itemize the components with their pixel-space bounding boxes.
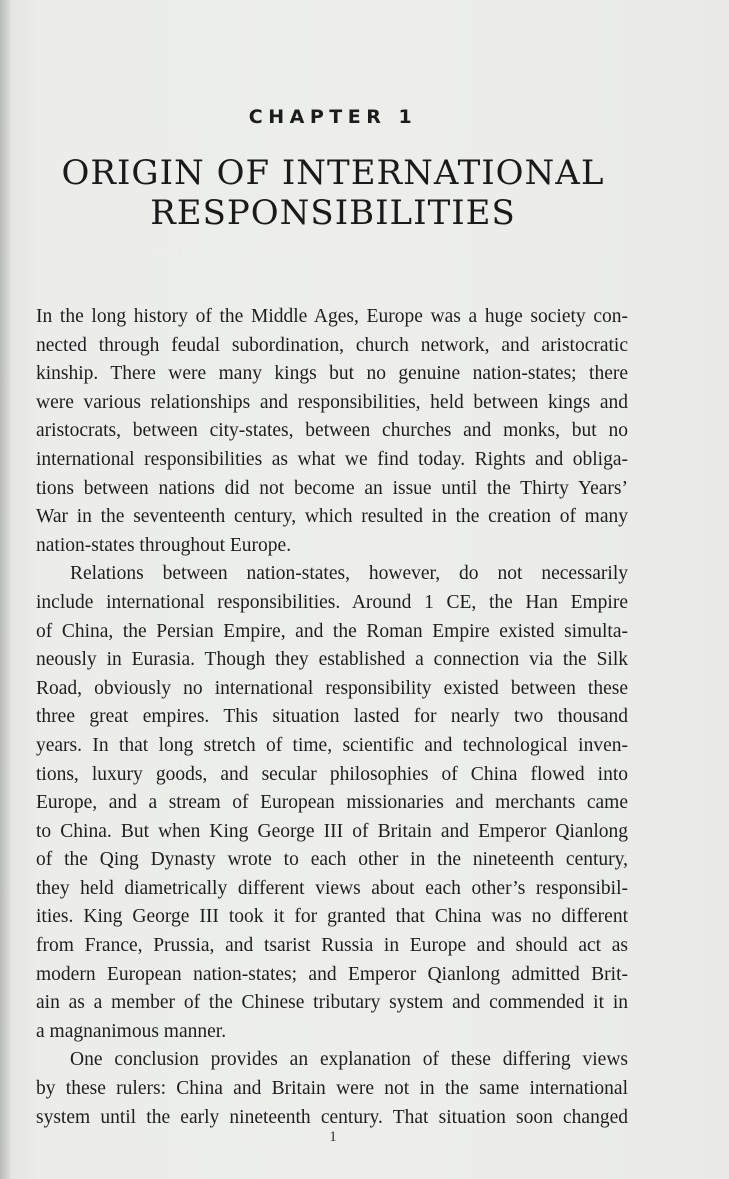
text-line: ain as a member of the Chinese tributary system and commended it in xyxy=(36,992,628,1014)
paragraph xyxy=(36,560,628,1046)
chapter-title xyxy=(0,153,666,233)
text-line: tions between nations did not become an issue until the Thirty Years’ xyxy=(36,477,628,499)
text-line: nected through feudal subordination, church network, and aristocratic xyxy=(36,334,628,356)
text-line: nation-states throughout Europe. xyxy=(36,534,292,556)
text-line: three great empires. This situation lasted for nearly two thousand xyxy=(36,706,628,728)
text-line: modern European nation-states; and Emperor Qianlong admitted Brit- xyxy=(36,963,628,985)
text-line: years. In that long stretch of time, scientific and technological inven- xyxy=(36,734,628,756)
text-line: War in the seventeenth century, which resulted in the creation of many xyxy=(36,506,628,528)
text-line: aristocrats, between city-states, between churches and monks, but no xyxy=(36,420,628,442)
text-line: In the long history of the Middle Ages, Europe was a huge society con- xyxy=(36,306,628,327)
text-line: Road, obviously no international responsibility existed between these xyxy=(36,677,628,699)
text-line: a magnanimous manner. xyxy=(36,1020,227,1042)
text-line: tions, luxury goods, and secular philosophies of China flowed into xyxy=(36,763,628,785)
text-line: system until the early nineteenth century. That situation soon changed xyxy=(36,1106,628,1128)
text-line: of the Qing Dynasty wrote to each other in the nineteenth century, xyxy=(36,849,628,871)
body-text xyxy=(36,303,628,1132)
text-line: were various relationships and responsibilities, held between kings and xyxy=(36,391,628,413)
text-line: ities. King George III took it for granted that China was no different xyxy=(36,906,628,928)
text-line: include international responsibilities. Around 1 CE, the Han Empire xyxy=(36,591,628,613)
page-number: 1 xyxy=(329,1129,337,1145)
text-line: of China, the Persian Empire, and the Roman Empire existed simulta- xyxy=(36,620,628,642)
paragraph xyxy=(36,303,628,560)
paragraph xyxy=(36,1046,628,1132)
text-line: to China. But when King George III of Britain and Emperor Qianlong xyxy=(36,820,628,842)
text-line: neously in Eurasia. Though they established a connection via the Silk xyxy=(36,649,628,671)
text-line: Europe, and a stream of European missionaries and merchants came xyxy=(36,792,628,814)
text-line: from France, Prussia, and tsarist Russia in Europe and should act as xyxy=(36,935,628,957)
chapter-title-line-1: ORIGIN OF INTERNATIONAL xyxy=(61,153,605,193)
text-line: kinship. There were many kings but no genuine nation-states; there xyxy=(36,363,628,385)
text-line: by these rulers: China and Britain were not in the same international xyxy=(36,1078,628,1100)
text-line: international responsibilities as what we find today. Rights and obliga- xyxy=(36,448,628,470)
chapter-title-line-2: RESPONSIBILITIES xyxy=(150,193,516,233)
text-line: One conclusion provides an explanation of these differing views xyxy=(70,1049,628,1071)
text-line: they held diametrically different views about each other’s responsibil- xyxy=(36,877,628,899)
chapter-label: CHAPTER 1 xyxy=(248,106,418,128)
text-line: Relations between nation-states, however, do not necessarily xyxy=(70,563,628,585)
